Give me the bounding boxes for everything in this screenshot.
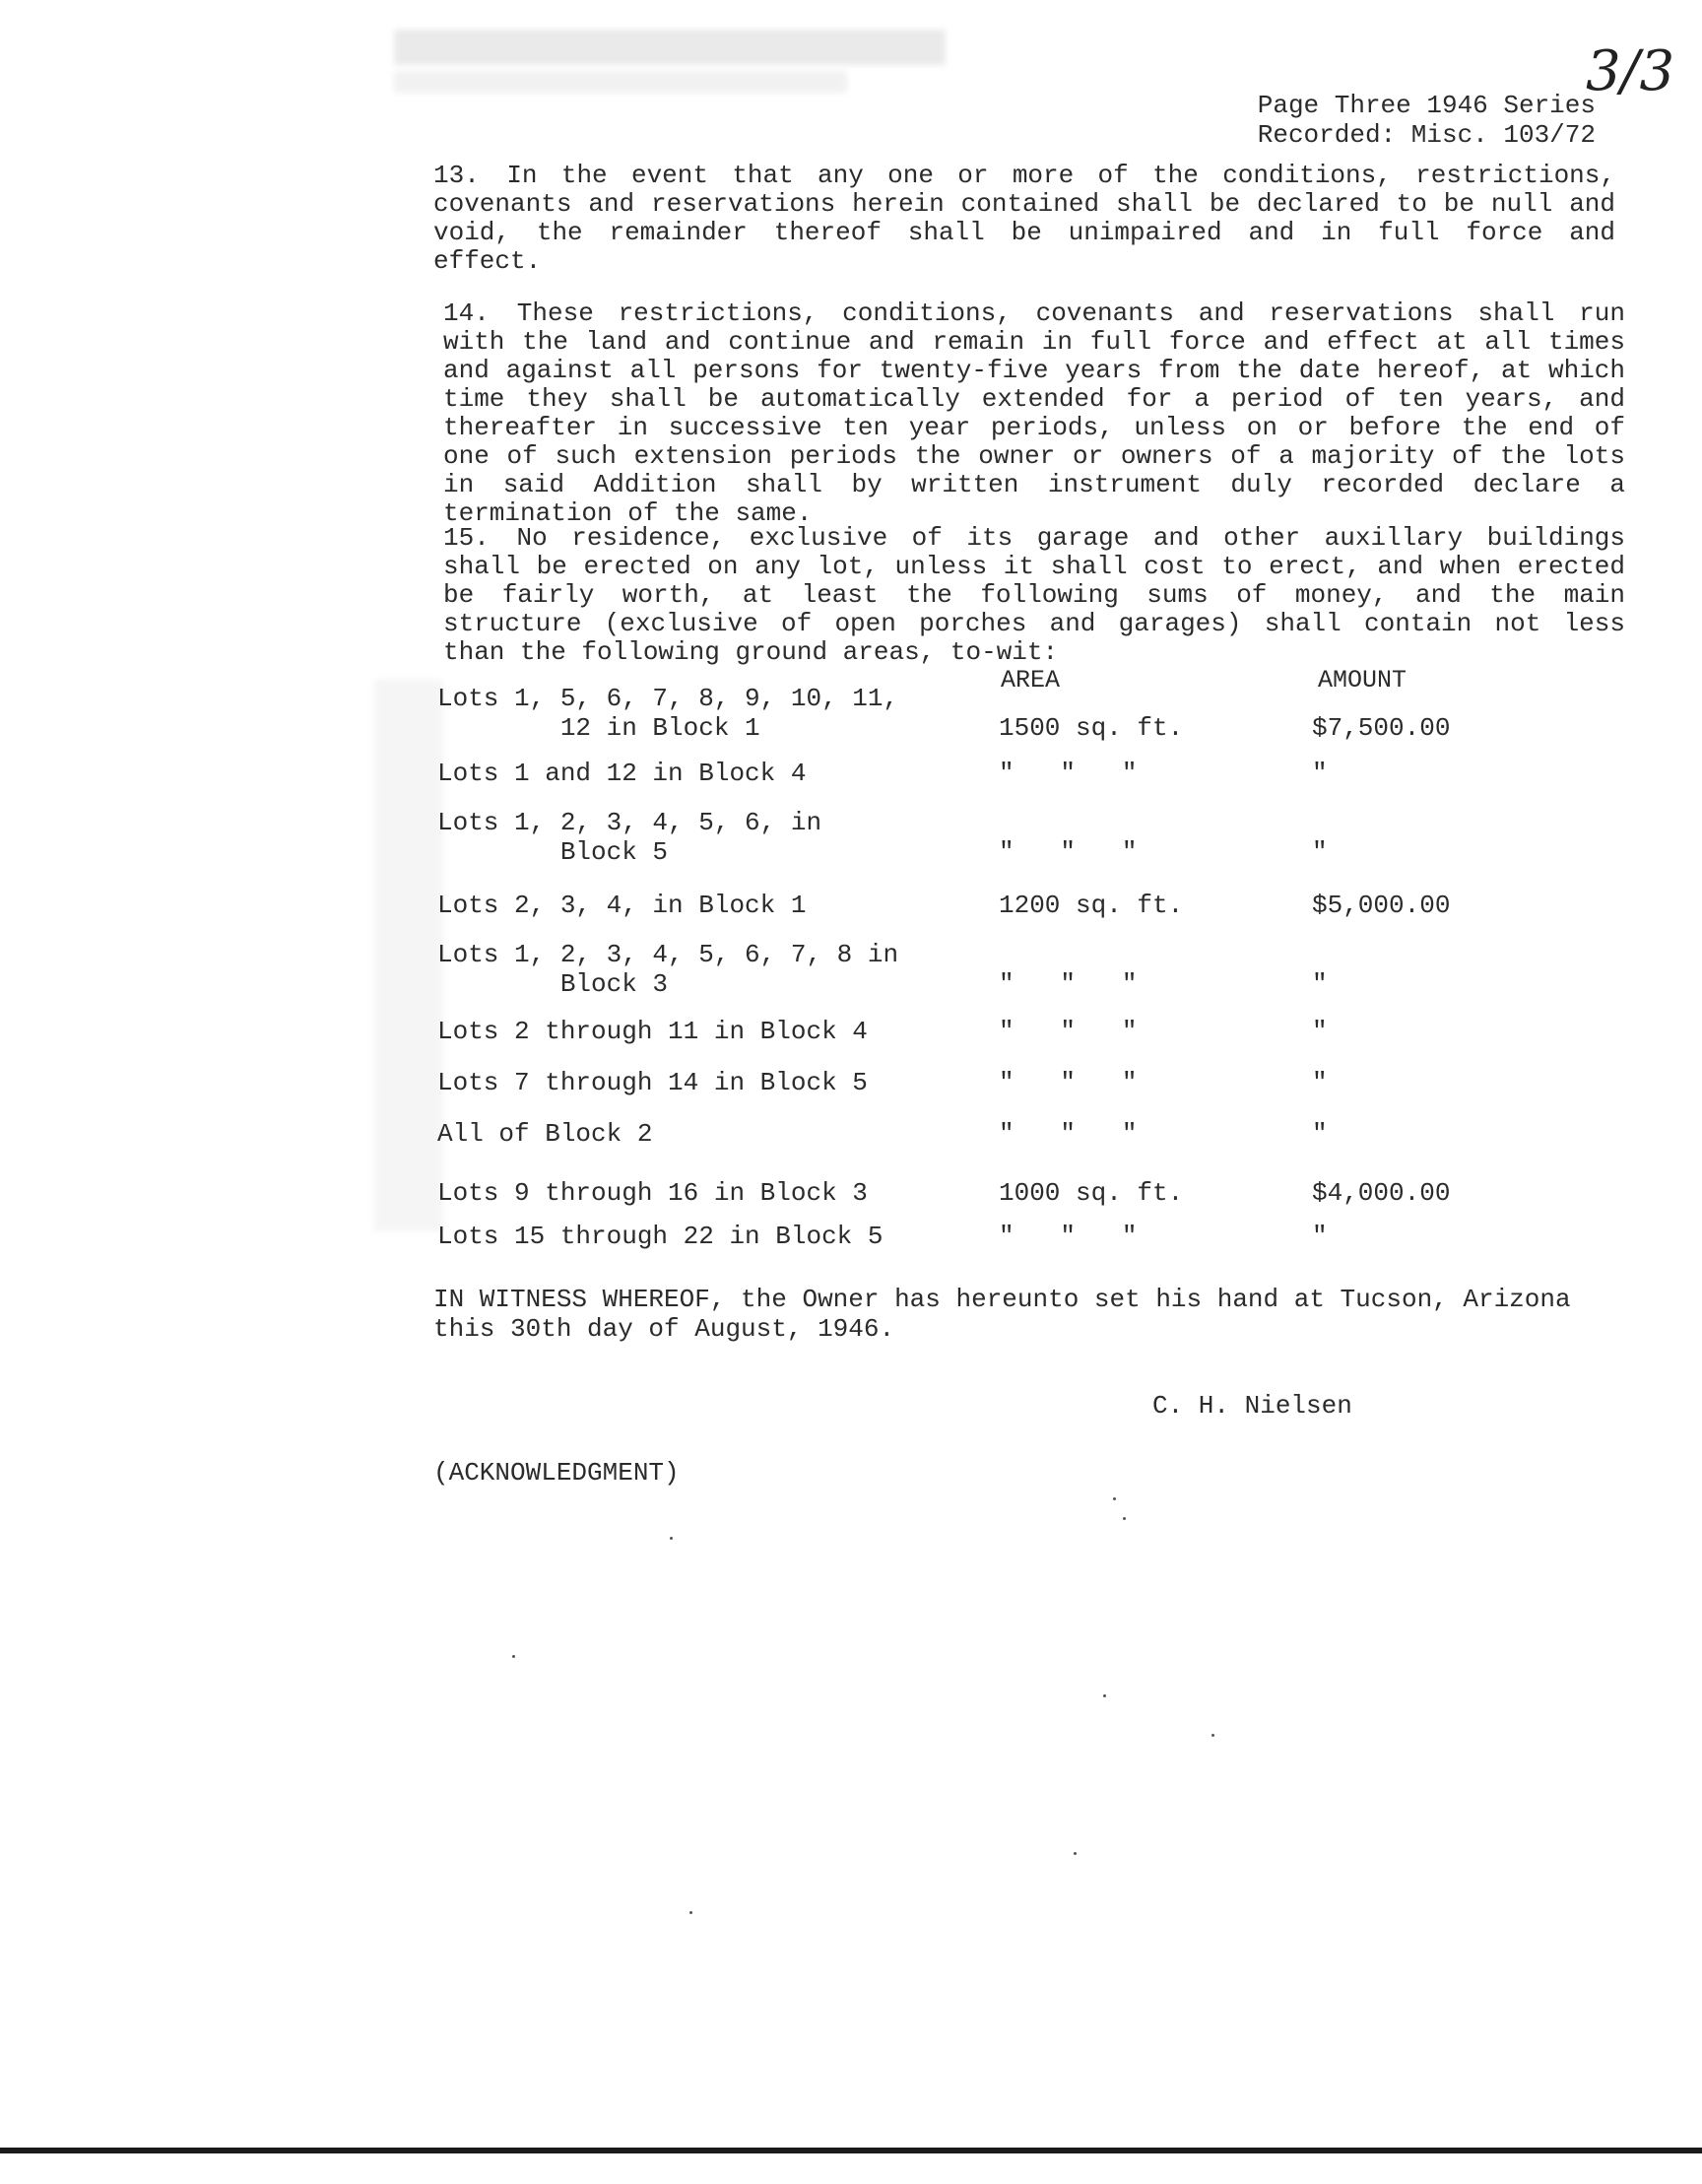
amount-value: ": [1312, 1068, 1328, 1097]
amount-value: $7,500.00: [1312, 713, 1451, 743]
paragraph-text: These restrictions, conditions, covenants and reservations shall run with the land and continue and remain in full force and effect at all times and against all persons for twenty-five years from the date hereof, at which time they shall be automatically extended for a period of ten years, and thereafter in successive ten year periods, unless on or before the end of one of such extension periods the owner or owners of a majority of the lots in said Addition shall by written instrument duly recorded declare a termination of the same.: [443, 298, 1625, 528]
amount-value: ": [1312, 969, 1328, 999]
amount-value: ": [1312, 1017, 1328, 1046]
area-value: " " ": [999, 837, 1138, 867]
paragraph-14: [443, 299, 1625, 528]
amount-value: ": [1312, 1119, 1328, 1149]
acknowledgment-label: (ACKNOWLEDGMENT): [433, 1458, 680, 1488]
lot-description: All of Block 2: [437, 1119, 653, 1149]
lot-description: Lots 7 through 14 in Block 5: [437, 1068, 868, 1097]
paragraph-number: 14.: [443, 298, 490, 328]
area-value: " " ": [999, 1119, 1138, 1149]
page-mark: 3/3: [1586, 39, 1675, 103]
paragraph-number: 13.: [433, 161, 480, 190]
area-value: " " ": [999, 969, 1138, 999]
column-header-area: AREA: [1001, 666, 1061, 695]
amount-value: $4,000.00: [1312, 1178, 1451, 1208]
paragraph-text: No residence, exclusive of its garage and other auxillary buildings shall be erected on any lot, unless it shall cost to erect, and when erected be fairly worth, at least the following sums of money, and the main structure (exclusive of open porches and garages) shall contain not less than the following ground areas, to-wit:: [443, 523, 1625, 667]
lot-description: Lots 1 and 12 in Block 4: [437, 759, 807, 788]
scan-speck: [1113, 1497, 1116, 1500]
amount-value: ": [1312, 1222, 1328, 1251]
page-header: [1258, 91, 1596, 150]
area-value: 1200 sq. ft.: [999, 891, 1184, 920]
area-value: 1500 sq. ft.: [999, 713, 1184, 743]
paragraph-text: In the event that any one or more of the conditions, restrictions, covenants and reservations herein contained shall be declared to be null and void, the remainder thereof shall be unimpaired and in full force and effect.: [433, 161, 1615, 276]
lot-description: Lots 2 through 11 in Block 4: [437, 1017, 868, 1046]
paragraph-13: [433, 162, 1615, 276]
lot-description: Lots 2, 3, 4, in Block 1: [437, 891, 807, 920]
scan-speck: [670, 1537, 673, 1540]
area-value: 1000 sq. ft.: [999, 1178, 1184, 1208]
header-recorded: Recorded: Misc. 103/72: [1257, 120, 1596, 150]
area-value: " " ": [999, 759, 1138, 788]
amount-value: $5,000.00: [1312, 891, 1451, 920]
scan-smudge: [374, 680, 443, 1231]
amount-value: ": [1312, 837, 1328, 867]
scan-speck: [512, 1655, 515, 1658]
header-page-series: Page Three 1946 Series: [1257, 91, 1596, 120]
area-value: " " ": [999, 1017, 1138, 1046]
area-value: " " ": [999, 1222, 1138, 1251]
scan-speck: [1211, 1734, 1214, 1737]
scan-smudge: [394, 71, 847, 93]
lot-description: Lots 15 through 22 in Block 5: [437, 1222, 884, 1251]
scan-smudge: [394, 30, 946, 65]
lot-description: Lots 1, 2, 3, 4, 5, 6, 7, 8 in Block 3: [437, 940, 899, 999]
scan-speck: [689, 1911, 692, 1914]
lot-description: Lots 1, 5, 6, 7, 8, 9, 10, 11, 12 in Block 1: [437, 684, 899, 743]
scan-speck: [1103, 1694, 1106, 1697]
scan-bottom-edge: [0, 2148, 1702, 2153]
amount-value: ": [1312, 759, 1328, 788]
scan-speck: [1123, 1517, 1126, 1520]
column-header-amount: AMOUNT: [1318, 666, 1407, 695]
paragraph-number: 15.: [443, 523, 490, 553]
lot-description: Lots 1, 2, 3, 4, 5, 6, in Block 5: [437, 808, 822, 867]
lot-description: Lots 9 through 16 in Block 3: [437, 1178, 868, 1208]
signature: C. H. Nielsen: [1152, 1391, 1352, 1421]
witness-clause: IN WITNESS WHEREOF, the Owner has hereunto set his hand at Tucson, Arizona this 30th day of August, 1946.: [433, 1285, 1571, 1344]
paragraph-15: [443, 524, 1625, 667]
area-value: " " ": [999, 1068, 1138, 1097]
scan-speck: [1074, 1852, 1077, 1855]
